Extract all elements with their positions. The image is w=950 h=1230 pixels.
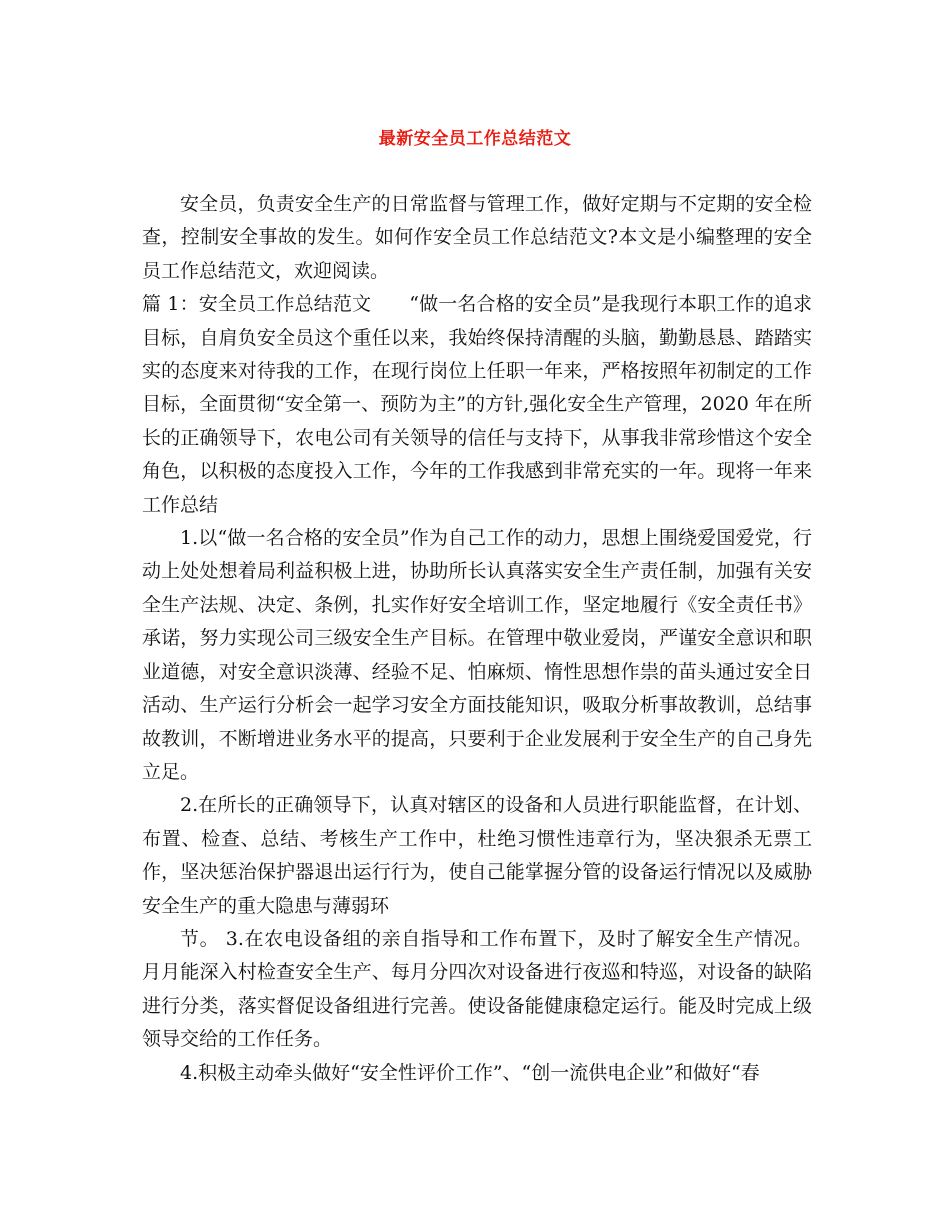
item-2-paragraph: 2.在所长的正确领导下，认真对辖区的设备和人员进行职能监督，在计划、布置、检查、总结、考核生产工作中，杜绝习惯性违章行为，坚决狠杀无票工作，坚决惩治保护器退出运行行为，使自己能掌握分管的设备运行情况以及威胁安全生产的重大隐患与薄弱环 [142,794,812,917]
document-body [142,188,812,1090]
section1-paragraph [142,288,812,522]
section1-heading: 篇 1：安全员工作总结范文 [142,293,372,316]
item-1-paragraph: 1.以“做一名合格的安全员”作为自己工作的动力，思想上围绕爱国爱党，行动上处处想着局利益积极上进，协助所长认真落实安全生产责任制，加强有关安全生产法规、决定、条例，扎实作好安全培训工作，坚定地履行《安全责任书》承诺，努力实现公司三级安全生产目标。在管理中敬业爱岗，严谨安全意识和职业道德，对安全意识淡薄、经验不足、怕麻烦、惰性思想作祟的苗头通过安全日活动、生产运行分析会一起学习安全方面技能知识，吸取分析事故教训，总结事故教训，不断增进业务水平的提高，只要利于企业发展利于安全生产的自己身先立足。 [142,527,812,783]
document-title: 最新安全员工作总结范文 [378,129,572,149]
section1-body: “做一名合格的安全员”是我现行本职工作的追求目标，自肩负安全员这个重任以来，我始终保持清醒的头脑，勤勤恳恳、踏踏实实的态度来对待我的工作，在现行岗位上任职一年来，严格按照年初制定的工作目标，全面贯彻“安全第一、预防为主”的方针,强化安全生产管理，2020 年在所长的正确领导下，农电公司有关领导的信任与支持下，从事我非常珍惜这个安全角色，以积极的态度投入工作，今年的工作我感到非常充实的一年。现将一年来工作总结 [142,293,812,516]
intro-paragraph: 安全员，负责安全生产的日常监督与管理工作，做好定期与不定期的安全检查，控制安全事故的发生。如何作安全员工作总结范文?本文是小编整理的安全员工作总结范文，欢迎阅读。 [142,193,812,282]
item-3-paragraph: 节。 3.在农电设备组的亲自指导和工作布置下，及时了解安全生产情况。月月能深入村检查安全生产、每月分四次对设备进行夜巡和特巡，对设备的缺陷进行分类，落实督促设备组进行完善。使设备能健康稳定运行。能及时完成上级领导交给的工作任务。 [142,927,812,1051]
item-4-paragraph: 4.积极主动牵头做好“安全性评价工作”、“创一流供电企业”和做好“春 [180,1061,760,1084]
